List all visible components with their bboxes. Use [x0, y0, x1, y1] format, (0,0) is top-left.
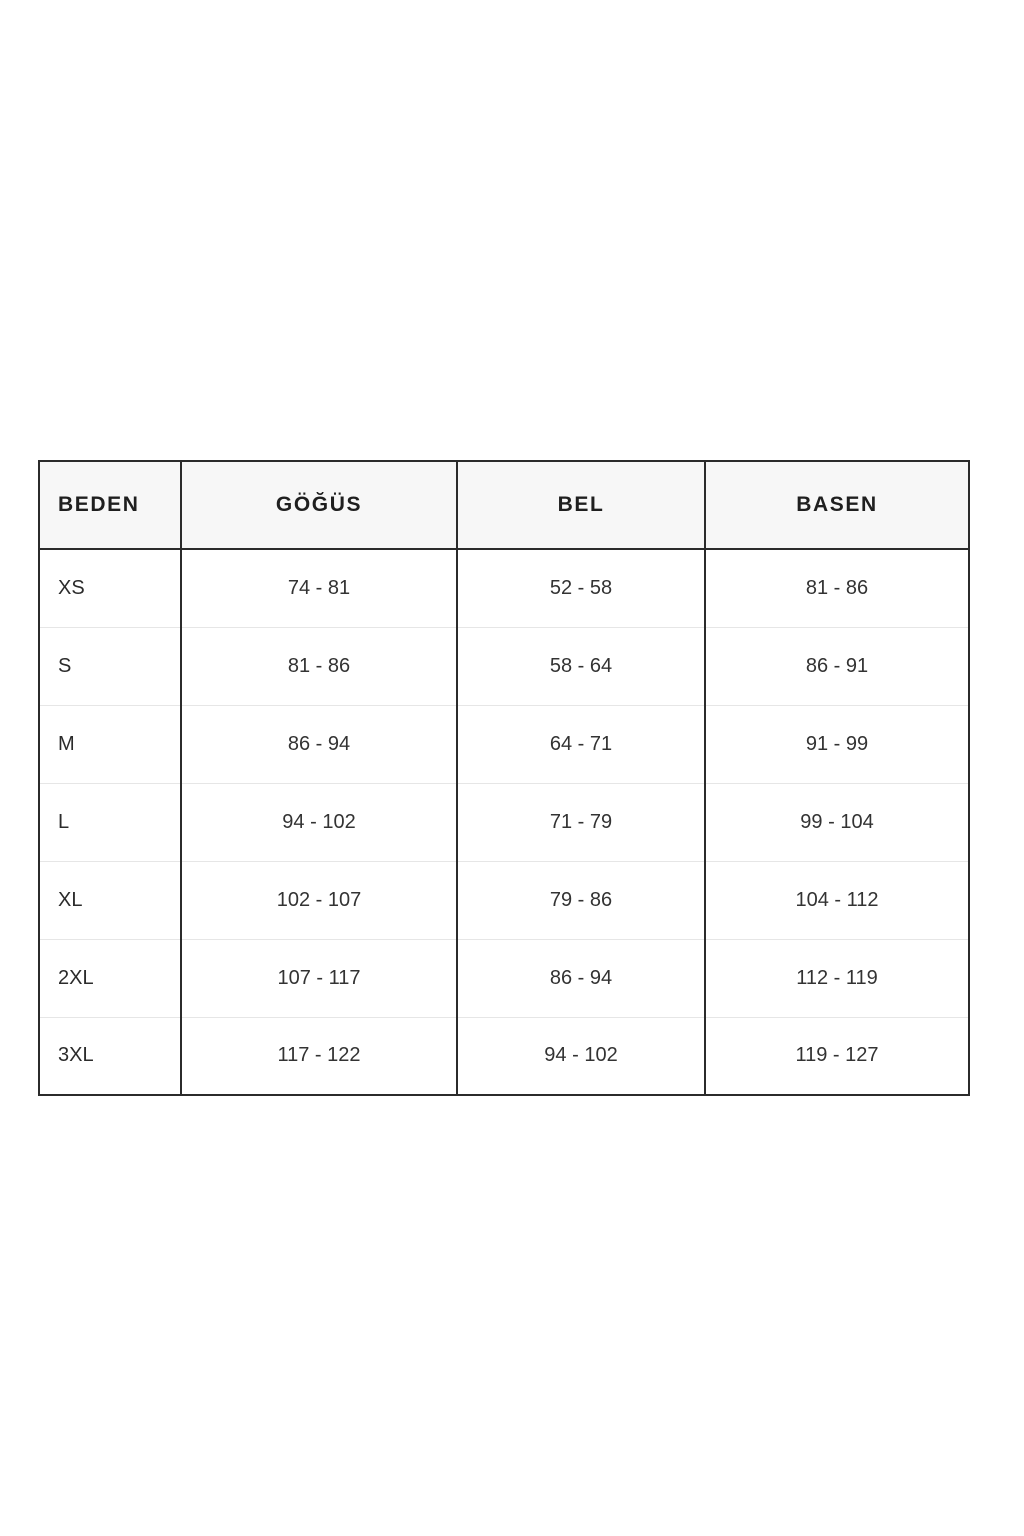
table-row — [39, 627, 969, 705]
size-chart-table — [38, 460, 970, 1096]
table-row — [39, 783, 969, 861]
column-header-gogus: GÖĞÜS — [181, 461, 457, 549]
cell-bel: 94 - 102 — [457, 1017, 705, 1095]
cell-bel: 86 - 94 — [457, 939, 705, 1017]
cell-basen: 112 - 119 — [705, 939, 969, 1017]
cell-basen: 119 - 127 — [705, 1017, 969, 1095]
cell-size: XL — [39, 861, 181, 939]
table-row — [39, 1017, 969, 1095]
table-row — [39, 705, 969, 783]
column-header-bel: BEL — [457, 461, 705, 549]
cell-gogus: 94 - 102 — [181, 783, 457, 861]
cell-gogus: 102 - 107 — [181, 861, 457, 939]
table-row — [39, 939, 969, 1017]
cell-basen: 86 - 91 — [705, 627, 969, 705]
column-header-beden: BEDEN — [39, 461, 181, 549]
table-header-row — [39, 461, 969, 549]
table-row — [39, 549, 969, 627]
table-body — [39, 549, 969, 1095]
cell-gogus: 107 - 117 — [181, 939, 457, 1017]
cell-gogus: 81 - 86 — [181, 627, 457, 705]
cell-bel: 52 - 58 — [457, 549, 705, 627]
cell-bel: 58 - 64 — [457, 627, 705, 705]
cell-size: 2XL — [39, 939, 181, 1017]
cell-size: XS — [39, 549, 181, 627]
cell-gogus: 86 - 94 — [181, 705, 457, 783]
table-header — [39, 461, 969, 549]
cell-gogus: 117 - 122 — [181, 1017, 457, 1095]
column-header-basen: BASEN — [705, 461, 969, 549]
cell-basen: 99 - 104 — [705, 783, 969, 861]
cell-size: L — [39, 783, 181, 861]
cell-basen: 104 - 112 — [705, 861, 969, 939]
cell-size: S — [39, 627, 181, 705]
cell-size: M — [39, 705, 181, 783]
size-chart — [38, 460, 968, 1096]
cell-bel: 64 - 71 — [457, 705, 705, 783]
cell-size: 3XL — [39, 1017, 181, 1095]
table-row — [39, 861, 969, 939]
cell-bel: 79 - 86 — [457, 861, 705, 939]
cell-basen: 81 - 86 — [705, 549, 969, 627]
cell-bel: 71 - 79 — [457, 783, 705, 861]
cell-basen: 91 - 99 — [705, 705, 969, 783]
cell-gogus: 74 - 81 — [181, 549, 457, 627]
